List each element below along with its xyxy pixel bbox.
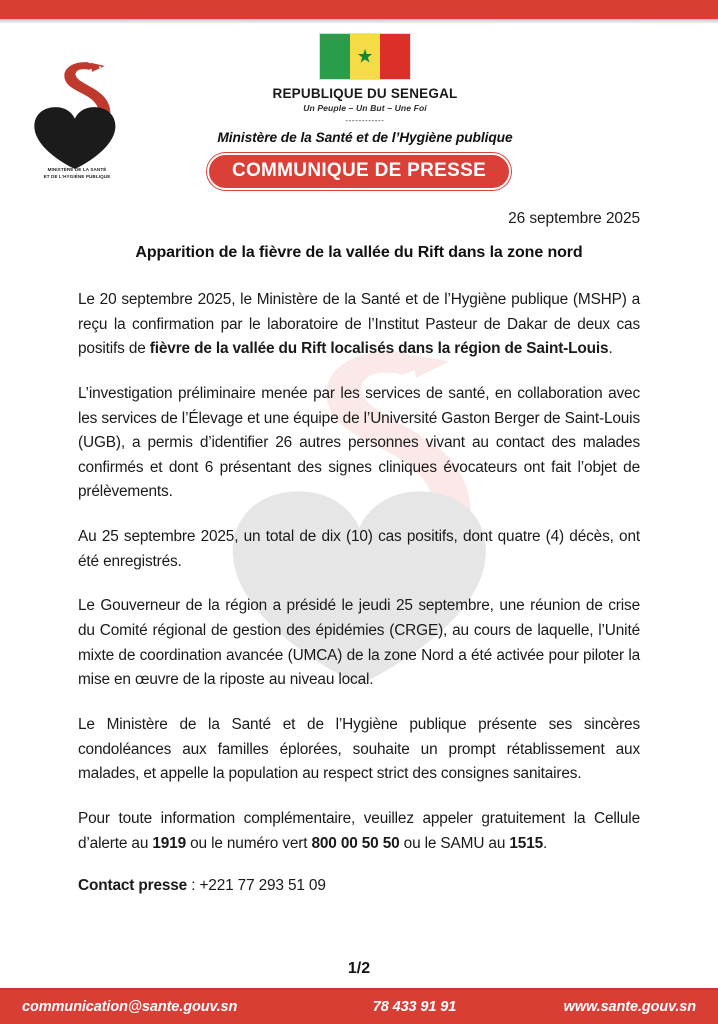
logo-caption-line-1: MINISTÈRE DE LA SANTÉ: [47, 167, 107, 172]
body-text: Le 20 septembre 2025, le Ministère de la Santé et de l’Hygiène publique (MSHP) a reçu la confirmation par le laboratoire de l’Institut Pasteur de Dakar de deux cas positifs de: [78, 291, 640, 358]
body-paragraph: [78, 525, 640, 574]
body-text: ou le SAMU au: [399, 834, 510, 852]
document-date: 26 septembre 2025: [508, 210, 640, 227]
document-body: [78, 210, 640, 899]
page-title: Apparition de la fièvre de la vallée du Rift dans la zone nord: [135, 244, 583, 261]
body-paragraph: [78, 594, 640, 693]
republic-motto: Un Peuple – Un But – Une Foi: [303, 103, 427, 113]
footer-website[interactable]: www.sante.gouv.sn: [563, 999, 696, 1015]
top-red-bar: [0, 0, 718, 19]
emphasis-text: fièvre de la vallée du Rift localisés dans la région de Saint-Louis: [149, 340, 609, 358]
body-paragraph: [78, 288, 640, 362]
press-contact-line: [78, 874, 640, 899]
emphasis-text: 1515: [509, 834, 544, 852]
body-paragraph: [78, 382, 640, 505]
footer-bar: [0, 990, 718, 1024]
header-separator: ------------: [345, 116, 385, 125]
body-text: Le Gouverneur de la région a présidé le jeudi 25 septembre, une réunion de crise du Comité régional de gestion des épidémies (CRGE), au cours de laquelle, l’Unité mixte de coordination avancée (UMCA) de la zone Nord a été activée pour piloter la mise en œuvre de la riposte au niveau local.: [78, 597, 640, 689]
flag-band-red: [380, 34, 410, 79]
republic-header-block: [150, 24, 580, 145]
flag-band-yellow: [350, 34, 380, 79]
republic-title: REPUBLIQUE DU SENEGAL: [272, 86, 458, 101]
footer-email[interactable]: communication@sante.gouv.sn: [22, 999, 238, 1015]
senegal-flag-icon: [319, 33, 411, 80]
emphasis-text: 800 00 50 50: [311, 834, 400, 852]
logo-caption-line-2: ET DE L'HYGIÈNE PUBLIQUE: [43, 173, 111, 179]
body-text: Le Ministère de la Santé et de l’Hygiène publique présente ses sincères condoléances aux familles éplorées, souhaite un prompt rétablissement aux malades, et appelle la population au respect strict des consignes sanitaires.: [78, 715, 640, 783]
body-text: L’investigation préliminaire menée par les services de santé, en collaboration avec les services de l’Élevage et une équipe de l’Université Gaston Berger de Saint-Louis (UGB), a permis d’identifier 26 autres personnes vivant au contact des malades confirmés et dont 6 présentant des signes cliniques évocateurs ont fait l’objet de prélèvements.: [78, 384, 640, 501]
ministry-name: Ministère de la Santé et de l’Hygiène publique: [217, 130, 513, 145]
body-text: .: [543, 834, 548, 852]
flag-band-green: [320, 34, 350, 79]
document-header: [0, 24, 718, 194]
press-contact-label: Contact presse: [78, 877, 188, 895]
body-text: Pour toute information complémentaire, veuillez appeler gratuitement la Cellule d’alerte au: [78, 809, 640, 852]
footer-phone[interactable]: 78 433 91 91: [372, 999, 457, 1015]
emphasis-text: 1919: [152, 834, 186, 852]
body-paragraph: [78, 713, 640, 787]
paragraph-list: [78, 288, 640, 856]
body-text: ou le numéro vert: [186, 834, 312, 852]
body-text: .: [608, 340, 613, 358]
body-paragraph: [78, 807, 640, 856]
press-release-badge: COMMUNIQUE DE PRESSE: [207, 153, 511, 190]
press-contact-value: : +221 77 293 51 09: [187, 877, 326, 895]
body-text: Au 25 septembre 2025, un total de dix (10) cas positifs, dont quatre (4) décès, ont été enregistrés.: [78, 528, 640, 570]
page-number: 1/2: [347, 960, 371, 977]
press-release-badge-wrap: [0, 153, 718, 190]
flag-star-icon: ★: [356, 46, 374, 67]
